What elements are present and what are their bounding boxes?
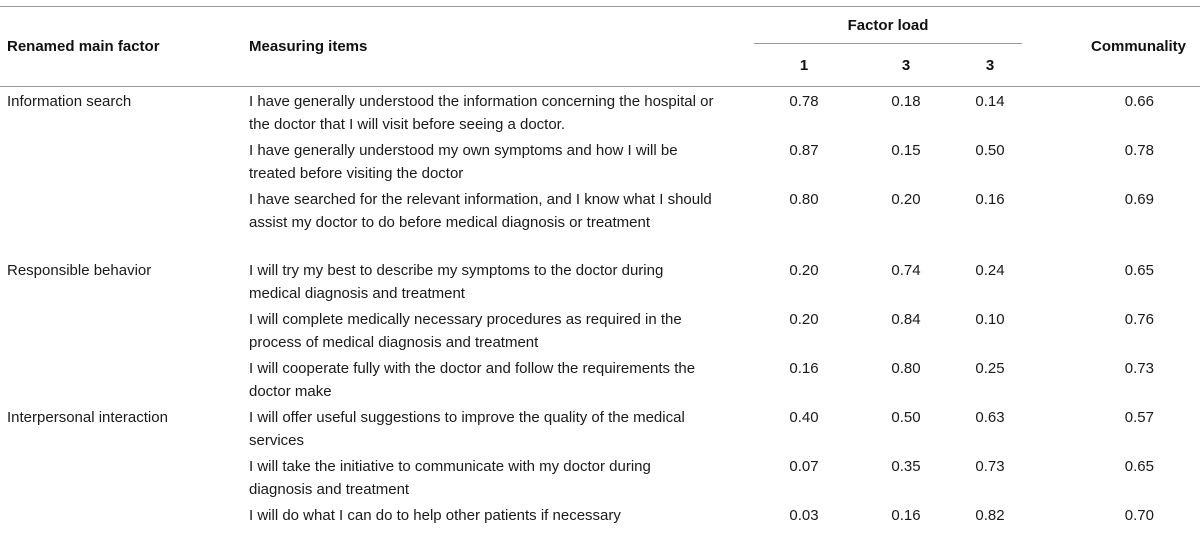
communality-value: 0.69 bbox=[1124, 191, 1154, 208]
communality-value: 0.73 bbox=[1124, 360, 1154, 377]
factor-load-2: 0.16 bbox=[891, 507, 921, 524]
measuring-item: I will offer useful suggestions to improve the quality of the medical services bbox=[249, 409, 685, 449]
communality-value: 0.65 bbox=[1124, 458, 1154, 475]
table-header bbox=[0, 7, 1200, 87]
measuring-item: I have searched for the relevant information, and I know what I should assist my doctor to do before medical diagnosis or treatment bbox=[249, 191, 712, 231]
factor-load-3: 0.14 bbox=[975, 93, 1005, 110]
factor-load-1: 0.87 bbox=[789, 142, 819, 159]
factor-load-1: 0.40 bbox=[789, 409, 819, 426]
communality-value: 0.76 bbox=[1124, 311, 1154, 328]
table-row bbox=[0, 185, 1200, 256]
measuring-item: I have generally understood my own symptoms and how I will be treated before visiting the doctor bbox=[249, 142, 678, 182]
factor-load-col-2: 3 bbox=[901, 56, 911, 74]
factor-load-2: 0.84 bbox=[891, 311, 921, 328]
measuring-item: I will do what I can do to help other patients if necessary bbox=[249, 507, 621, 524]
factor-load-2: 0.74 bbox=[891, 262, 921, 279]
factor-name: Interpersonal interaction bbox=[7, 409, 168, 426]
factor-load-2: 0.18 bbox=[891, 93, 921, 110]
measuring-item: I will take the initiative to communicate with my doctor during diagnosis and treatment bbox=[249, 458, 651, 498]
factor-name bbox=[0, 185, 242, 256]
factor-load-3: 0.73 bbox=[975, 458, 1005, 475]
table-row bbox=[0, 256, 1200, 305]
communality-value: 0.65 bbox=[1124, 262, 1154, 279]
communality-column-header: Communality bbox=[1090, 38, 1186, 55]
table-row bbox=[0, 403, 1200, 452]
communality-value: 0.70 bbox=[1124, 507, 1154, 524]
factor-column-header: Renamed main factor bbox=[7, 38, 160, 55]
factor-name bbox=[0, 501, 242, 541]
table-row bbox=[0, 354, 1200, 403]
factor-name: Responsible behavior bbox=[7, 262, 152, 279]
communality-value: 0.57 bbox=[1124, 409, 1154, 426]
factor-load-3: 0.25 bbox=[975, 360, 1005, 377]
factor-load-2: 0.20 bbox=[891, 191, 921, 208]
factor-analysis-table bbox=[0, 6, 1200, 541]
factor-load-3: 0.50 bbox=[975, 142, 1005, 159]
factor-load-2: 0.35 bbox=[891, 458, 921, 475]
factor-name bbox=[0, 305, 242, 354]
factor-load-3: 0.10 bbox=[975, 311, 1005, 328]
factor-load-2: 0.80 bbox=[891, 360, 921, 377]
table-row bbox=[0, 305, 1200, 354]
factor-load-3: 0.63 bbox=[975, 409, 1005, 426]
factor-name bbox=[0, 354, 242, 403]
factor-load-1: 0.16 bbox=[789, 360, 819, 377]
table-row bbox=[0, 452, 1200, 501]
table-row bbox=[0, 87, 1200, 137]
factor-load-col-1: 1 bbox=[799, 56, 809, 74]
factor-name bbox=[0, 452, 242, 501]
measuring-item: I will try my best to describe my symptoms to the doctor during medical diagnosis and treatment bbox=[249, 262, 664, 302]
factor-load-1: 0.20 bbox=[789, 311, 819, 328]
factor-load-col-3: 3 bbox=[985, 56, 995, 74]
measuring-item: I will cooperate fully with the doctor and follow the requirements the doctor make bbox=[249, 360, 696, 400]
factor-load-2: 0.15 bbox=[891, 142, 921, 159]
factor-name bbox=[0, 136, 242, 185]
table-body bbox=[0, 87, 1200, 541]
factor-load-1: 0.07 bbox=[789, 458, 819, 475]
factor-load-header: Factor load bbox=[754, 7, 1022, 44]
factor-load-3: 0.16 bbox=[975, 191, 1005, 208]
communality-value: 0.78 bbox=[1124, 142, 1154, 159]
factor-name: Information search bbox=[7, 93, 132, 110]
factor-load-3: 0.24 bbox=[975, 262, 1005, 279]
factor-load-1: 0.20 bbox=[789, 262, 819, 279]
factor-load-1: 0.78 bbox=[789, 93, 819, 110]
measuring-item: I will complete medically necessary procedures as required in the process of medical diagnosis and treatment bbox=[249, 311, 682, 351]
measuring-item: I have generally understood the information concerning the hospital or the doctor that I will visit before seeing a doctor. bbox=[249, 93, 714, 133]
factor-load-1: 0.80 bbox=[789, 191, 819, 208]
items-column-header: Measuring items bbox=[249, 38, 368, 55]
table-row bbox=[0, 501, 1200, 541]
factor-load-2: 0.50 bbox=[891, 409, 921, 426]
factor-load-1: 0.03 bbox=[789, 507, 819, 524]
communality-value: 0.66 bbox=[1124, 93, 1154, 110]
factor-load-3: 0.82 bbox=[975, 507, 1005, 524]
table-row bbox=[0, 136, 1200, 185]
